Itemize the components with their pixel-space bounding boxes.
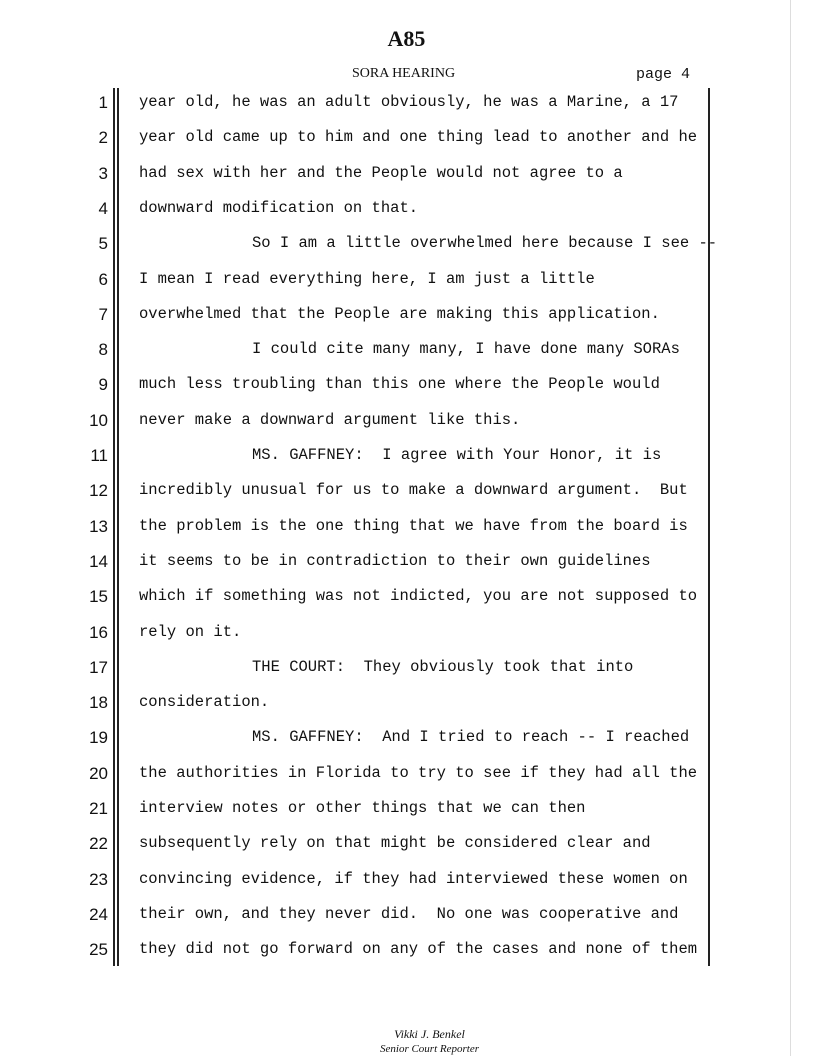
transcript-line [0,623,817,658]
line-number: 1 [98,93,108,112]
line-number: 20 [89,763,108,783]
transcript-line [0,693,817,728]
transcript-line [0,728,817,763]
line-text: which if something was not indicted, you are not supposed to [139,587,698,606]
line-number: 5 [98,234,108,254]
line-text: the problem is the one thing that we have from the board is [139,516,688,535]
line-number: 10 [89,410,108,430]
line-number: 9 [98,375,108,395]
line-number: 22 [89,834,108,854]
line-text: much less troubling than this one where the People would [139,375,660,394]
line-number: 21 [89,799,108,818]
line-text: THE COURT: They obviously took that into [252,657,634,676]
line-text: rely on it. [139,622,242,641]
line-number: 16 [89,622,108,642]
line-number: 2 [98,128,108,148]
transcript-line [0,940,817,975]
line-text: the authorities in Florida to try to see if they had all the [139,763,698,782]
exhibit-number: A85 [387,26,426,51]
line-text: MS. GAFFNEY: And I tried to reach -- I reached [252,728,690,747]
line-text: year old came up to him and one thing lead to another and he [139,128,698,147]
line-number: 4 [98,198,108,218]
line-text: subsequently rely on that might be considered clear and [139,834,651,853]
line-number: 3 [98,163,108,183]
transcript-line [0,199,817,234]
line-number: 6 [98,269,108,289]
transcript-line [0,411,817,446]
transcript-line [0,270,817,305]
line-text: I mean I read everything here, I am just a little [139,269,595,288]
line-text: interview notes or other things that we can then [139,799,586,817]
line-text: they did not go forward on any of the cases and none of them [139,940,698,959]
page-number: page 4 [636,66,691,83]
line-number: 15 [89,587,108,607]
document-title: SORA HEARING [352,66,456,81]
transcript-line [0,764,817,799]
transcript-line [0,517,817,552]
line-text: had sex with her and the People would not agree to a [139,163,623,182]
transcript-line [0,305,817,340]
line-text: I could cite many many, I have done many SORAs [252,340,680,359]
line-number: 24 [89,904,108,924]
line-number: 23 [89,869,108,889]
line-text: overwhelmed that the People are making this application. [139,304,660,323]
line-number: 14 [89,551,108,571]
transcript-line [0,481,817,516]
line-number: 17 [89,657,108,677]
transcript-line [0,587,817,622]
line-text: never make a downward argument like this. [139,410,521,429]
line-text: MS. GAFFNEY: I agree with Your Honor, it is [252,446,662,464]
line-text: consideration. [139,693,270,712]
line-number: 7 [98,304,108,324]
line-text: it seems to be in contradiction to their own guidelines [139,551,651,570]
line-text: convincing evidence, if they had interviewed these women on [139,869,688,888]
transcript-line [0,658,817,693]
line-number: 25 [89,940,108,960]
line-number: 11 [90,446,108,465]
line-number: 13 [89,516,108,536]
line-text: incredibly unusual for us to make a downward argument. But [139,481,688,500]
line-number: 19 [89,728,108,748]
transcript-line [0,799,817,834]
transcript-line [0,870,817,905]
transcript-line [0,834,817,869]
reporter-role: Senior Court Reporter [380,1043,479,1055]
line-number: 18 [89,693,108,713]
reporter-name: Vikki J. Benkel [394,1027,465,1041]
transcript-line [0,164,817,199]
transcript-line [0,128,817,163]
line-text: year old, he was an adult obviously, he was a Marine, a 17 [139,93,679,111]
transcript-line [0,234,817,269]
transcript-line [0,93,817,128]
line-number: 12 [89,481,108,501]
line-text: downward modification on that. [139,198,419,217]
transcript-line [0,905,817,940]
line-text: their own, and they never did. No one was cooperative and [139,904,679,923]
transcript-line [0,375,817,410]
transcript-line [0,552,817,587]
transcript-line [0,446,817,481]
line-text: So I am a little overwhelmed here because I see -- [252,234,718,253]
transcript-line [0,340,817,375]
line-number: 8 [98,340,108,360]
